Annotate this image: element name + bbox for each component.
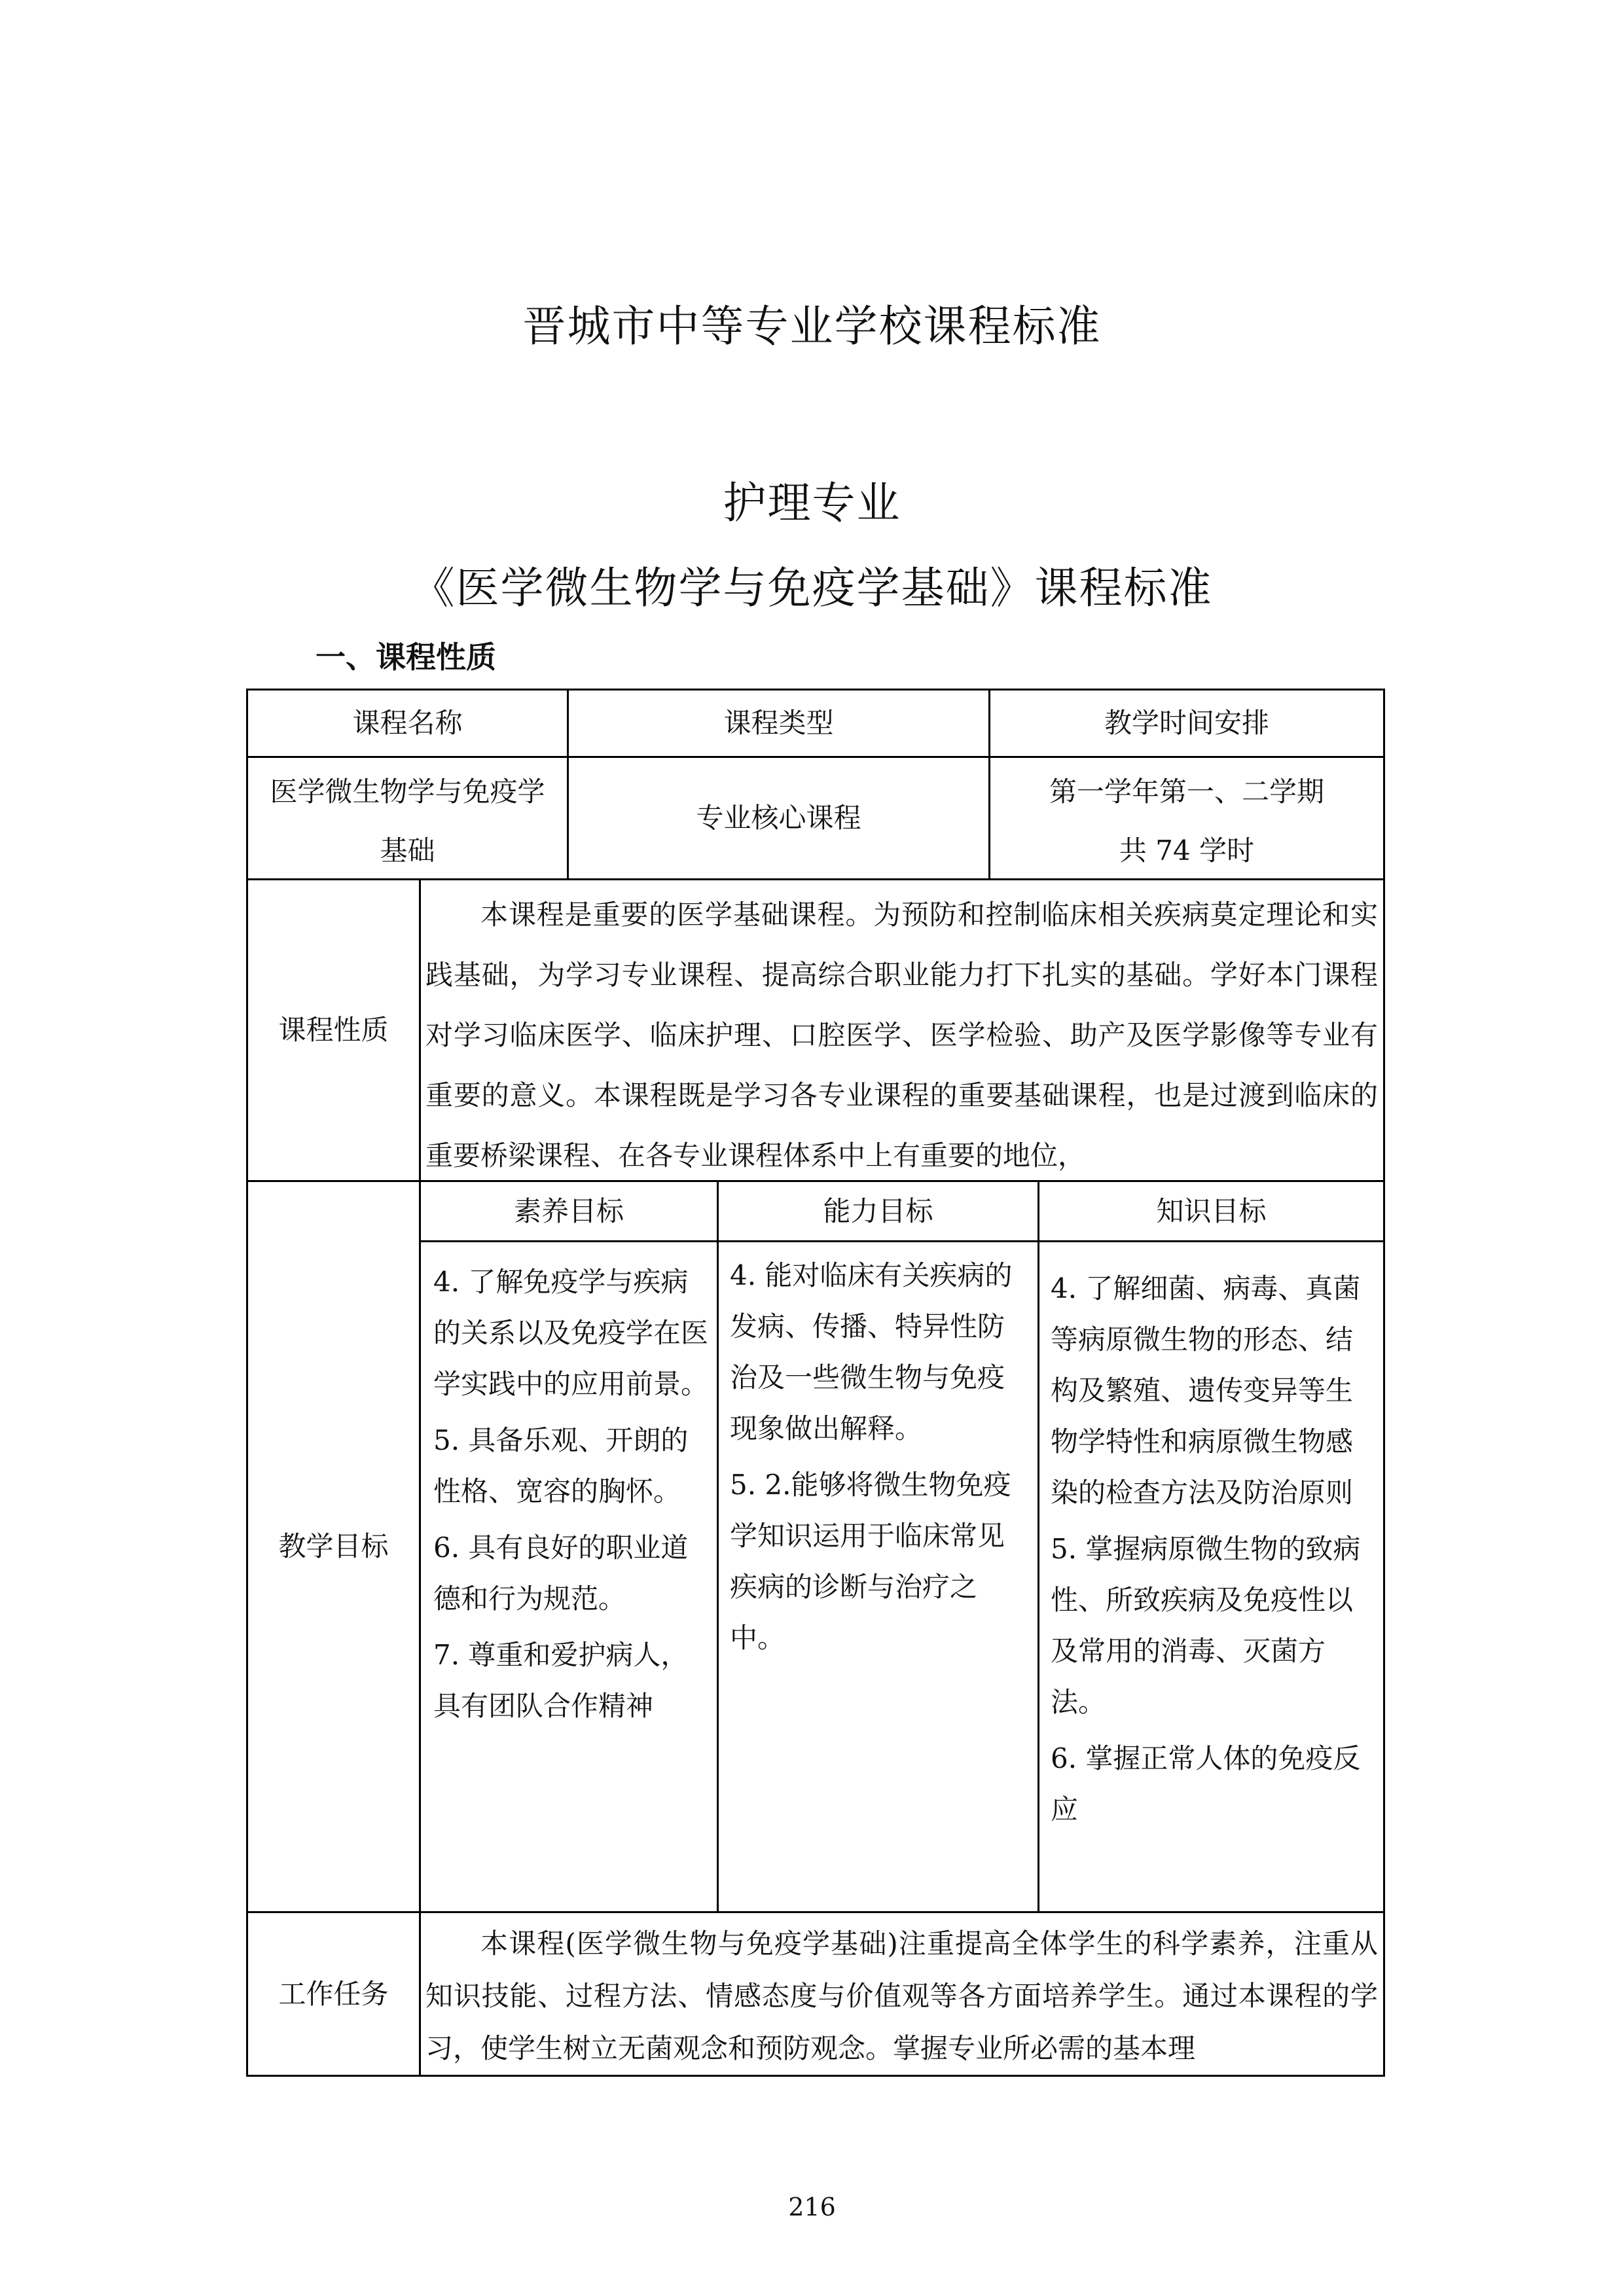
- list-item: 4. 了解细菌、病毒、真菌等病原微生物的形态、结构及繁殖、遗传变异等生物学特性和病原微生物感染的检查方法及防治原则: [1051, 1272, 1361, 1509]
- header-course-type: 课程类型: [723, 707, 834, 739]
- course-title: 《医学微生物学与免疫学基础》课程标准: [411, 563, 1213, 613]
- nature-label: 课程性质: [278, 1014, 389, 1046]
- nature-text: 本课程是重要的医学基础课程。为预防和控制临床相关疾病莫定理论和实践基础，为学习专业课程、提高综合职业能力打下扎实的基础。学好本门课程对学习临床医学、临床护理、口腔医学、医学检验、助产及医学影像等专业有重要的意义。本课程既是学习各专业课程的重要基础课程，也是过渡到临床的重要桥梁课程、在各专业课程体系中上有重要的地位，: [425, 899, 1378, 1172]
- list-item: 5. 掌握病原微生物的致病性、所致疾病及免疫性以及常用的消毒、灭菌方法。: [1051, 1533, 1361, 1718]
- goals-label: 教学目标: [278, 1530, 389, 1562]
- course-type-cell: 专业核心课程: [696, 802, 861, 834]
- task-label: 工作任务: [278, 1977, 389, 2010]
- major-title: 护理专业: [723, 478, 901, 528]
- ability-goals-list: [730, 1250, 1028, 1669]
- list-item: 7. 尊重和爱护病人，具有团队合作精神: [433, 1639, 689, 1722]
- header-schedule: 教学时间安排: [1104, 707, 1269, 739]
- schedule-line2: 共 74 学时: [1119, 834, 1255, 867]
- list-item: 6. 掌握正常人体的免疫反应: [1051, 1742, 1361, 1825]
- schedule-line1: 第一学年第一、二学期: [1049, 776, 1324, 808]
- list-item: 5. 具备乐观、开朗的性格、宽容的胸怀。: [433, 1424, 689, 1507]
- goal-header-ability: 能力目标: [823, 1194, 933, 1227]
- course-name-cell: [248, 766, 567, 877]
- goal-header-quality: 素养目标: [513, 1194, 624, 1227]
- list-item: 5. 2.能够将微生物免疫学知识运用于临床常见疾病的诊断与治疗之中。: [730, 1469, 1011, 1654]
- list-item: 4. 了解免疫学与疾病的关系以及免疫学在医学实践中的应用前景。: [433, 1266, 709, 1400]
- task-text: 本课程(医学微生物与免疫学基础)注重提高全体学生的科学素养，注重从知识技能、过程方法、情感态度与价值观等各方面培养学生。通过本课程的学习，使学生树立无菌观念和预防观念。掌握专业所必需的基本理: [425, 1928, 1378, 2064]
- page-number: 216: [788, 2193, 836, 2221]
- course-name-line2: 基础: [380, 834, 435, 867]
- course-name-line1: 医学微生物学与免疫学: [270, 776, 545, 808]
- list-item: 4. 能对临床有关疾病的发病、传播、特异性防治及一些微生物与免疫现象做出解释。: [730, 1259, 1013, 1444]
- section-heading: 一、课程性质: [316, 639, 496, 675]
- school-title: 晋城市中等专业学校课程标准: [522, 301, 1102, 351]
- header-course-name: 课程名称: [352, 707, 463, 739]
- goal-header-knowledge: 知识目标: [1156, 1194, 1267, 1227]
- quality-goals-list: [433, 1257, 708, 1737]
- knowledge-goals-list: [1051, 1263, 1375, 1840]
- list-item: 6. 具有良好的职业道德和行为规范。: [433, 1532, 689, 1615]
- schedule-cell: [990, 766, 1383, 877]
